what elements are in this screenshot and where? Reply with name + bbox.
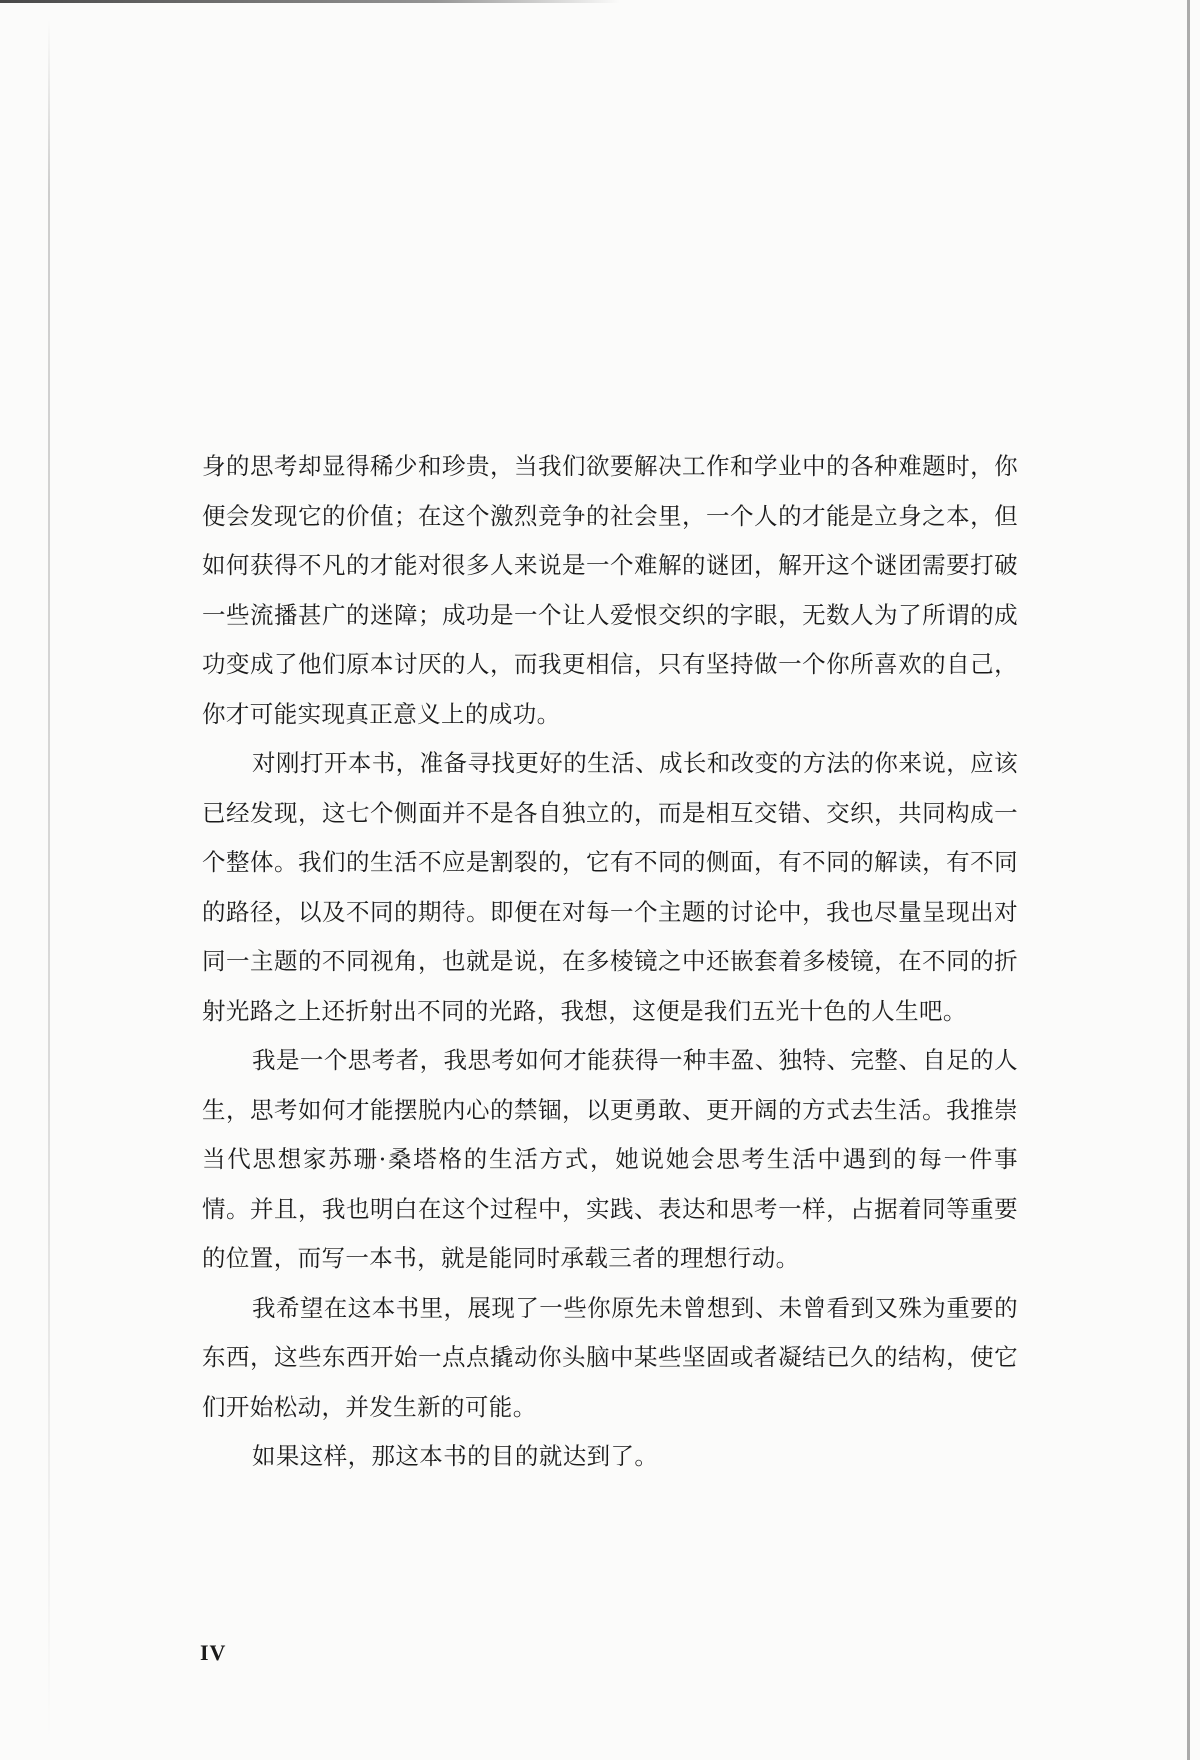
scan-edge-left bbox=[48, 20, 50, 1740]
scan-edge-top bbox=[0, 0, 620, 3]
page-number: IV bbox=[200, 1640, 227, 1665]
paragraph: 我是一个思考者，我思考如何才能获得一种丰盈、独特、完整、自足的人生，思考如何才能摆脱内心的禁锢，以更勇敢、更开阔的方式去生活。我推崇当代思想家苏珊·桑塔格的生活方式，她说她会思考生活中遇到的每一件事情。并且，我也明白在这个过程中，实践、表达和思考一样，占据着同等重要的位置，而写一本书，就是能同时承载三者的理想行动。 bbox=[202, 1046, 1018, 1272]
paragraph: 对刚打开本书，准备寻找更好的生活、成长和改变的方法的你来说，应该已经发现，这七个侧面并不是各自独立的，而是相互交错、交织，共同构成一个整体。我们的生活不应是割裂的，它有不同的侧面，有不同的解读，有不同的路径，以及不同的期待。即便在对每一个主题的讨论中，我也尽量呈现出对同一主题的不同视角，也就是说，在多棱镜之中还嵌套着多棱镜，在不同的折射光路之上还折射出不同的光路，我想，这便是我们五光十色的人生吧。 bbox=[202, 749, 1018, 1025]
body-text bbox=[202, 442, 1018, 1482]
paragraph-continued: 身的思考却显得稀少和珍贵，当我们欲要解决工作和学业中的各种难题时，你便会发现它的价值；在这个激烈竞争的社会里，一个人的才能是立身之本，但如何获得不凡的才能对很多人来说是一个难解的谜团，解开这个谜团需要打破一些流播甚广的迷障；成功是一个让人爱恨交织的字眼，无数人为了所谓的成功变成了他们原本讨厌的人，而我更相信，只有坚持做一个你所喜欢的自己，你才可能实现真正意义上的成功。 bbox=[202, 452, 1018, 728]
paragraph-closing: 如果这样，那这本书的目的就达到了。 bbox=[252, 1442, 659, 1470]
paragraph: 我希望在这本书里，展现了一些你原先未曾想到、未曾看到又殊为重要的东西，这些东西开始一点点撬动你头脑中某些坚固或者凝结已久的结构，使它们开始松动，并发生新的可能。 bbox=[202, 1293, 1018, 1421]
scan-edge-right bbox=[1187, 0, 1190, 1760]
